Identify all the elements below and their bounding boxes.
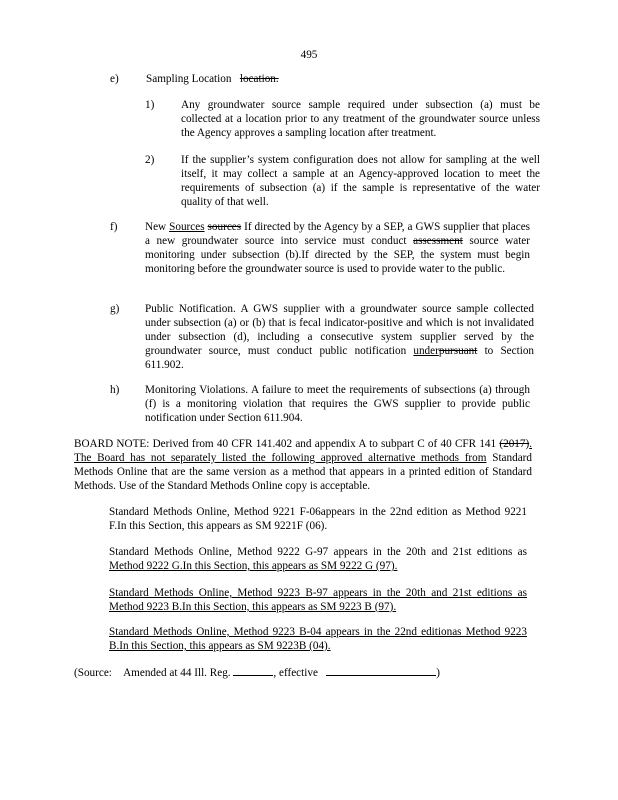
inserted-text: Sources bbox=[169, 221, 205, 233]
board-note-text: BOARD NOTE: Derived from 40 CFR 141.402 and appendix A to subpart C of 40 CFR 141 (2017). The Board has not separately listed the following approved alternative methods from Standard Methods Online that are the same version as a method that appears in a printed edition of Standard Methods. Use of the Standard Methods Online copy is acceptable. bbox=[74, 438, 533, 492]
struck-text: sources bbox=[207, 221, 242, 233]
struck-text: assessment bbox=[413, 235, 463, 247]
subsection-g-text: Public Notification. A GWS supplier with a groundwater source sample collected under subsection (a) or (b) that is fecal indicator-positive and which is not invalidated under subsection (d), including a consecutive system supplier served by the groundwater source, must conduct public notification underpursuant to Section 611.902. bbox=[145, 303, 535, 371]
method-9221f: Standard Methods Online, Method 9221 F-06appears in the 22nd edition as Method 9221 F.In this Section, this appears as SM 9221F (06). bbox=[109, 506, 527, 532]
inserted-text: under bbox=[413, 345, 439, 357]
inserted-text: Standard Methods Online, Method 9223 B-97 appears in the 20th and 21st editions as Method 9223 B.In this Section, this appears as SM 9223 B (97). bbox=[109, 587, 527, 613]
subsection-h-text: Monitoring Violations. A failure to meet the requirements of subsections (a) through (f) is a monitoring violation that requires the GWS supplier to provide public notification under Section 611.904. bbox=[145, 384, 530, 424]
subsection-f-text: New Sources sources If directed by the Agency by a SEP, a GWS supplier that places a new groundwater source into service must conduct assessment source water monitoring under subsection (b).If directed by the SEP, the system must begin monitoring before the groundwater source is used to provide water to the public. bbox=[145, 221, 531, 275]
source-note: (Source: Amended at 44 Ill. Reg. , effective ) bbox=[74, 664, 534, 680]
struck-text: location. bbox=[239, 73, 279, 85]
subsection-h bbox=[110, 383, 530, 425]
inserted-text: Standard Methods Online, Method 9223 B-04 appears in the 22nd editionas Method 9223 B.In this Section, this appears as SM 9223B (04). bbox=[109, 626, 527, 652]
subsection-f-label: f) bbox=[110, 221, 118, 233]
method-9223b-97 bbox=[109, 586, 527, 614]
page-number: 495 bbox=[300, 49, 318, 61]
effective-date-blank bbox=[326, 664, 436, 676]
subsection-g-label: g) bbox=[110, 303, 120, 315]
board-note bbox=[74, 437, 532, 493]
inserted-text: . The Board has not separately listed the following approved alternative methods from bbox=[74, 438, 533, 464]
method-9222g: Standard Methods Online, Method 9222 G-97 appears in the 20th and 21st editions as Method 9222 G.In this Section, this appears as SM 9222 G (97). bbox=[109, 546, 527, 572]
subsection-e-title: Sampling Location location. bbox=[146, 73, 279, 85]
paragraph-e-1-text: Any groundwater source sample required under subsection (a) must be collected at a location prior to any treatment of the groundwater source unless the Agency approves a sampling location after treatment. bbox=[181, 99, 540, 139]
paragraph-e-2-label: 2) bbox=[145, 154, 155, 166]
subsection-e-label: e) bbox=[110, 73, 119, 85]
subsection-f bbox=[110, 220, 530, 276]
inserted-text: Method 9222 G.In this Section, this appears as SM 9222 G (97). bbox=[109, 560, 398, 572]
subsection-g bbox=[110, 302, 534, 372]
paragraph-e-2 bbox=[145, 153, 540, 209]
reg-blank bbox=[233, 664, 273, 676]
paragraph-e-2-text: If the supplier’s system configuration does not allow for sampling at the well itself, it may collect a sample at an Agency-approved location to meet the requirements of subsection (a) if the sample is representative of the water quality of that well. bbox=[181, 154, 540, 208]
struck-text: pursuant bbox=[438, 345, 478, 357]
subsection-h-label: h) bbox=[110, 384, 120, 396]
struck-text: (2017) bbox=[499, 438, 530, 450]
paragraph-e-1-label: 1) bbox=[145, 99, 155, 111]
paragraph-e-1 bbox=[145, 98, 540, 140]
method-9223b-04 bbox=[109, 625, 527, 653]
